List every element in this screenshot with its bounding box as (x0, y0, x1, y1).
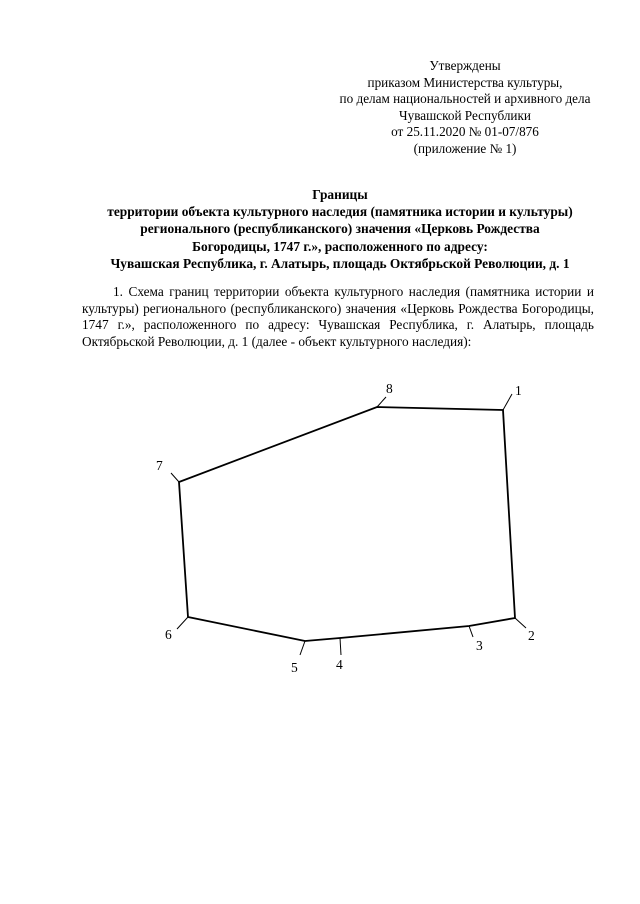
tick-point-6 (177, 617, 188, 629)
title-line-1: Границы (312, 187, 368, 202)
point-label-3: 3 (476, 638, 483, 653)
point-label-6: 6 (165, 627, 172, 642)
approval-line-6: (приложение № 1) (413, 140, 517, 156)
approval-line-5: от 25.11.2020 № 01-07/876 (391, 124, 539, 140)
title-line-3: регионального (республиканского) значения «Церковь Рождества (140, 221, 540, 237)
tick-point-1 (503, 394, 512, 410)
tick-point-2 (515, 618, 526, 628)
scheme-description-paragraph: 1. Схема границ территории объекта культурного наследия (памятника истории и культуры) регионального (республиканского) значения «Церковь Рождества Богородицы, 1747 г.», расположенного по адресу: Чувашская Республика, г. Алатырь, площадь Октябрьской Революции, д. 1 (далее - объект культурного наследия): (82, 284, 594, 349)
tick-point-7 (171, 473, 179, 482)
title-line-2: территории объекта культурного наследия (памятника истории и культуры) (107, 204, 573, 220)
approval-line-1: Утверждены (429, 58, 501, 73)
point-label-2: 2 (528, 628, 535, 643)
tick-point-8 (377, 397, 386, 407)
approval-line-4: Чувашской Республики (399, 107, 531, 123)
point-label-4: 4 (336, 657, 343, 672)
title-line-5: Чувашская Республика, г. Алатырь, площадь Октябрьской Революции, д. 1 (110, 255, 570, 271)
tick-point-3 (469, 626, 473, 637)
tick-point-5 (300, 641, 305, 655)
approval-line-3: по делам национальностей и архивного дела (339, 91, 591, 107)
tick-point-4 (340, 638, 341, 655)
boundary-outline (179, 407, 515, 641)
title-line-4: Богородицы, 1747 г.», расположенного по адресу: (192, 238, 488, 254)
point-label-5: 5 (291, 660, 298, 675)
point-label-7: 7 (156, 458, 163, 473)
point-label-8: 8 (386, 381, 393, 396)
point-label-1: 1 (515, 383, 522, 398)
approval-line-2: приказом Министерства культуры, (367, 74, 563, 90)
